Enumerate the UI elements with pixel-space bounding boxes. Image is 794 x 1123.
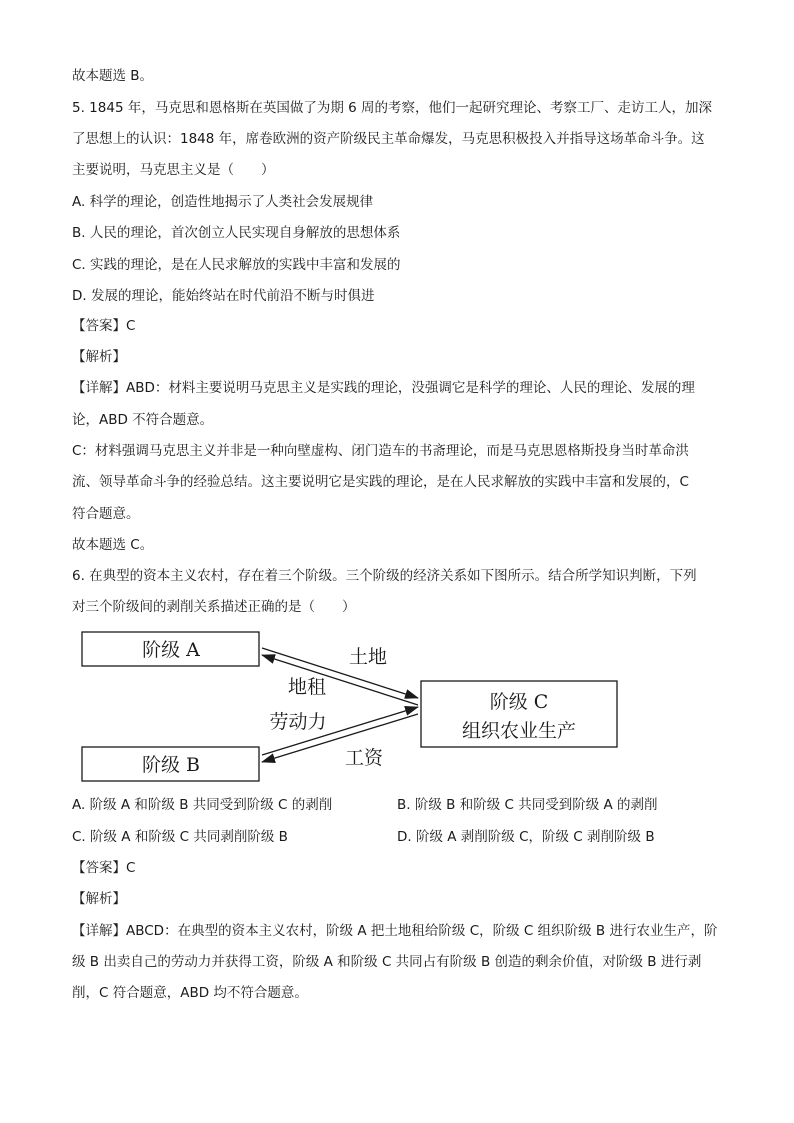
rent-arrow	[262, 655, 418, 705]
q5-detail-line-2: 论，ABD 不符合题意。	[72, 412, 214, 428]
q6-detail-line-2: 级 B 出卖自己的劳动力并获得工资，阶级 A 和阶级 C 共同占有阶级 B 创造的剩余价值，对阶级 B 进行剥	[72, 954, 702, 970]
q5-stem-line-3: 主要说明，马克思主义是（ ）	[72, 162, 275, 178]
q5-conclusion: 故本题选 C。	[72, 537, 154, 553]
land-arrow	[262, 648, 418, 698]
q6-option-d: D. 阶级 A 剥削阶级 C，阶级 C 剥削阶级 B	[397, 829, 655, 845]
q6-option-b: B. 阶级 B 和阶级 C 共同受到阶级 A 的剥削	[397, 797, 658, 813]
prev-conclusion: 故本题选 B。	[72, 68, 154, 84]
land-label: 土地	[348, 646, 388, 668]
class-relation-diagram	[0, 620, 794, 790]
q6-stem-line-2: 对三个阶级间的剥削关系描述正确的是（ ）	[72, 599, 356, 615]
q5-stem-line-1: 5. 1845 年，马克思和恩格斯在英国做了为期 6 周的考察，他们一起研究理论、考察工厂、走访工人，加深	[72, 100, 712, 116]
rent-label: 地租	[287, 676, 327, 698]
q6-answer: 【答案】C	[72, 860, 136, 876]
q5-option-b: B. 人民的理论，首次创立人民实现自身解放的思想体系	[72, 225, 401, 241]
q6-analysis-label: 【解析】	[72, 891, 126, 907]
class-a-label: 阶级 A	[142, 639, 200, 661]
q6-option-c: C. 阶级 A 和阶级 C 共同剥削阶级 B	[72, 829, 288, 845]
q6-detail-line-1: 【详解】ABCD：在典型的资本主义农村，阶级 A 把土地租给阶级 C，阶级 C 组织阶级 B 进行农业生产，阶	[72, 923, 718, 939]
q5-detail-line-1: 【详解】ABD：材料主要说明马克思主义是实践的理论，没强调它是科学的理论、人民的理论、发展的理	[72, 380, 695, 396]
q5-answer: 【答案】C	[72, 318, 136, 334]
q5-detail-line-4: 流、领导革命斗争的经验总结。这主要说明它是实践的理论，是在人民求解放的实践中丰富和发展的，C	[72, 474, 689, 490]
class-c-subtitle: 组织农业生产	[461, 720, 577, 742]
class-c-label: 阶级 C	[489, 691, 549, 713]
q6-stem-line-1: 6. 在典型的资本主义农村，存在着三个阶级。三个阶级的经济关系如下图所示。结合所学知识判断，下列	[72, 568, 697, 584]
q6-option-a: A. 阶级 A 和阶级 B 共同受到阶级 C 的剥削	[72, 797, 333, 813]
q5-option-d: D. 发展的理论，能始终站在时代前沿不断与时俱进	[72, 288, 375, 304]
q5-analysis-label: 【解析】	[72, 349, 126, 365]
labor-label: 劳动力	[269, 711, 327, 733]
class-b-label: 阶级 B	[141, 754, 201, 776]
q5-stem-line-2: 了思想上的认识：1848 年，席卷欧洲的资产阶级民主革命爆发，马克思积极投入并指导这场革命斗争。这	[72, 131, 705, 147]
q5-option-a: A. 科学的理论，创造性地揭示了人类社会发展规律	[72, 194, 374, 210]
q5-detail-line-3: C：材料强调马克思主义并非是一种向壁虚构、闭门造车的书斋理论，而是马克思恩格斯投身当时革命洪	[72, 443, 689, 459]
q5-detail-line-5: 符合题意。	[72, 506, 140, 522]
q6-detail-line-3: 削，C 符合题意，ABD 均不符合题意。	[72, 985, 308, 1001]
q5-option-c: C. 实践的理论，是在人民求解放的实践中丰富和发展的	[72, 257, 401, 273]
wage-label: 工资	[344, 747, 384, 769]
